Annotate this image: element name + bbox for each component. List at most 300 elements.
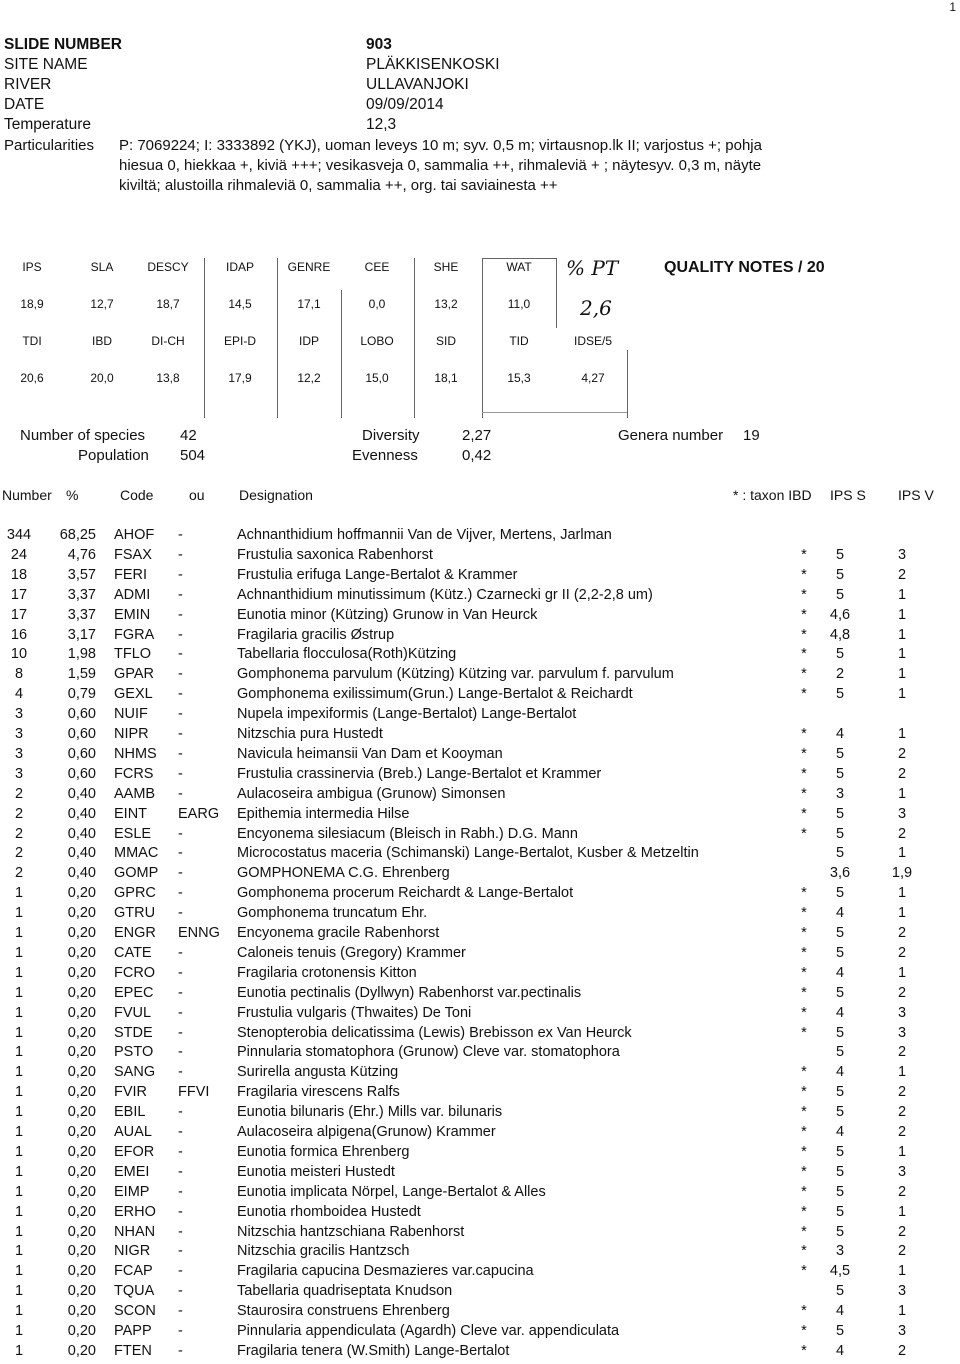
table-row	[0, 527, 960, 547]
row-count: 17	[10, 606, 28, 623]
header-value: PLÄKKISENKOSKI	[366, 56, 500, 73]
row-designation: Gomphonema procerum Reichardt & Lange-Bertalot	[237, 885, 574, 902]
header-value: ULLAVANJOKI	[366, 76, 469, 93]
table-row	[0, 567, 960, 587]
row-code: GPRC	[114, 885, 156, 902]
row-ou: -	[178, 666, 183, 683]
particularities-line: hiesua 0, hiekkaa +, kiviä +++; vesikasveja 0, sammalia ++, rihmaleviä + ; näytesyv. 0,3 m, näyte	[119, 157, 762, 174]
row-ips-v: 1	[897, 964, 907, 981]
row-ips-v: 2	[897, 1243, 907, 1260]
table-row	[0, 1104, 960, 1124]
row-designation: Gomphonema exilissimum(Grun.) Lange-Bertalot & Reichardt	[237, 686, 633, 703]
row-ips-v: 3	[897, 1163, 907, 1180]
row-taxon-flag: *	[801, 1143, 807, 1160]
row-designation: Eunotia implicata Nörpel, Lange-Bertalot & Alles	[237, 1183, 546, 1200]
row-taxon-flag: *	[801, 1104, 807, 1121]
row-ou: -	[178, 745, 183, 762]
row-designation: Nitzschia hantzschiana Rabenhorst	[237, 1223, 465, 1240]
row-ips-s: 5	[835, 1283, 845, 1300]
handwritten-pt-label: % PT	[566, 256, 619, 280]
col-ou: ou	[189, 487, 205, 503]
row-count: 1	[14, 1203, 24, 1220]
header-label: DATE	[4, 96, 45, 113]
index-name-tdi: TDI	[22, 334, 42, 348]
index-name-descy: DESCY	[147, 260, 189, 274]
row-percent: 0,20	[67, 1064, 96, 1081]
row-code: EPEC	[114, 984, 154, 1001]
quality-notes: QUALITY NOTES / 20	[664, 259, 825, 276]
row-designation: Encyonema silesiacum (Bleisch in Rabh.) D.G. Mann	[237, 825, 578, 842]
table-row	[0, 845, 960, 865]
row-count: 4	[14, 686, 24, 703]
row-designation: Frustulia vulgaris (Thwaites) De Toni	[237, 1004, 472, 1021]
row-designation: Frustulia crassinervia (Breb.) Lange-Bertalot et Krammer	[237, 765, 602, 782]
index-name-ibd: IBD	[91, 334, 112, 348]
row-code: FSAX	[114, 546, 152, 563]
table-row	[0, 726, 960, 746]
table-row	[0, 646, 960, 666]
row-code: NHAN	[114, 1223, 156, 1240]
index-value: 17,1	[297, 297, 321, 311]
row-ips-s: 5	[835, 1203, 845, 1220]
row-designation: Achnanthidium minutissimum (Kütz.) Czarnecki gr II (2,2-2,8 um)	[237, 586, 653, 603]
row-ips-v: 2	[897, 765, 907, 782]
row-ips-s: 3	[835, 785, 845, 802]
row-ou: -	[178, 606, 183, 623]
row-designation: Stenopterobia delicatissima (Lewis) Brebisson ex Van Heurck	[237, 1024, 632, 1041]
row-ips-v: 3	[897, 1024, 907, 1041]
row-percent: 3,57	[67, 566, 96, 583]
row-taxon-flag: *	[801, 1203, 807, 1220]
index-value: 18,7	[156, 297, 180, 311]
header-label: Temperature	[4, 116, 92, 133]
row-count: 17	[10, 586, 28, 603]
col-ips-s: IPS S	[830, 487, 866, 503]
row-ou: -	[178, 1263, 183, 1280]
table-row	[0, 746, 960, 766]
header-label: RIVER	[4, 76, 52, 93]
row-ou: -	[178, 1283, 183, 1300]
index-value: 12,7	[90, 297, 114, 311]
header-label: SLIDE NUMBER	[4, 36, 122, 53]
row-count: 18	[10, 566, 28, 583]
row-code: GPAR	[114, 666, 155, 683]
row-designation: Eunotia meisteri Hustedt	[237, 1163, 395, 1180]
row-count: 1	[14, 1342, 24, 1359]
row-percent: 0,20	[67, 1124, 96, 1140]
index-name-epi-d: EPI-D	[223, 334, 256, 348]
row-designation: Frustulia saxonica Rabenhorst	[237, 546, 433, 563]
row-code: TFLO	[114, 646, 152, 663]
row-designation: Achnanthidium hoffmannii Van de Vijver, Mertens, Jarlman	[237, 527, 612, 543]
row-designation: Nupela impexiformis (Lange-Bertalot) Lange-Bertalot	[237, 706, 577, 723]
row-count: 2	[14, 845, 24, 862]
row-code: TQUA	[114, 1283, 155, 1300]
index-value: 4,27	[581, 371, 605, 385]
row-ou: -	[178, 845, 183, 862]
row-ou: -	[178, 706, 183, 723]
table-row	[0, 1064, 960, 1084]
row-count: 1	[14, 1104, 24, 1121]
row-code: FCRS	[114, 765, 154, 782]
row-percent: 0,79	[67, 686, 96, 703]
row-ips-s: 5	[835, 566, 845, 583]
row-ou: -	[178, 726, 183, 742]
row-designation: Surirella angusta Kützing	[237, 1064, 399, 1081]
row-ou: -	[178, 586, 183, 603]
row-ips-v: 1	[897, 646, 907, 663]
row-ips-v: 2	[897, 1223, 907, 1240]
row-count: 1	[14, 1064, 24, 1081]
row-code: EMIN	[114, 606, 151, 623]
row-count: 1	[14, 925, 24, 941]
index-name-wat: WAT	[506, 260, 532, 274]
row-ips-v: 1,9	[891, 865, 913, 882]
row-count: 1	[14, 1183, 24, 1200]
index-value: 13,2	[434, 297, 458, 311]
table-row	[0, 1243, 960, 1263]
row-ips-s: 4,6	[829, 606, 851, 623]
row-code: GEXL	[114, 686, 153, 703]
row-ips-v: 1	[897, 626, 907, 643]
row-ips-s: 5	[835, 1163, 845, 1180]
row-count: 1	[14, 984, 24, 1001]
row-ips-v: 3	[897, 1323, 907, 1339]
index-value: 15,3	[507, 371, 531, 385]
row-ou: -	[178, 1004, 183, 1021]
row-count: 1	[14, 1143, 24, 1160]
row-taxon-flag: *	[801, 1064, 807, 1081]
row-ou: -	[178, 1303, 183, 1320]
col-number: Number	[2, 487, 52, 503]
row-ips-s: 5	[835, 825, 845, 842]
row-percent: 3,37	[67, 586, 96, 603]
table-row	[0, 547, 960, 567]
row-code: SANG	[114, 1064, 156, 1081]
row-ips-s: 4,5	[829, 1263, 851, 1280]
row-ips-s: 5	[835, 1104, 845, 1121]
particularities-line: kiviltä; alustoilla rihmaleviä 0, sammalia ++, org. tai saviainesta ++	[119, 177, 558, 194]
row-ou: -	[178, 944, 183, 961]
row-code: STDE	[114, 1024, 153, 1041]
col-designation: Designation	[239, 487, 313, 503]
table-row	[0, 1044, 960, 1064]
row-count: 344	[6, 527, 32, 543]
row-taxon-flag: *	[801, 1243, 807, 1260]
row-ips-s: 4	[835, 1342, 845, 1359]
table-row	[0, 885, 960, 905]
row-ips-s: 4	[835, 1124, 845, 1140]
row-taxon-flag: *	[801, 666, 807, 683]
row-ou: -	[178, 825, 183, 842]
population-value: 504	[180, 447, 206, 464]
row-designation: Fragilaria virescens Ralfs	[237, 1084, 400, 1101]
row-taxon-flag: *	[801, 726, 807, 742]
handwritten-pt-value: 2,6	[580, 296, 612, 320]
row-taxon-flag: *	[801, 984, 807, 1001]
row-code: GTRU	[114, 905, 156, 922]
row-ips-s: 5	[835, 1323, 845, 1339]
row-designation: Epithemia intermedia Hilse	[237, 805, 410, 822]
row-designation: Tabellaria quadriseptata Knudson	[237, 1283, 453, 1300]
table-row	[0, 806, 960, 826]
row-taxon-flag: *	[801, 1084, 807, 1101]
row-code: NIGR	[114, 1243, 151, 1260]
row-count: 1	[14, 1243, 24, 1260]
table-row	[0, 1124, 960, 1144]
row-ips-s: 5	[835, 1084, 845, 1101]
row-taxon-flag: *	[801, 1124, 807, 1140]
index-value: 18,1	[434, 371, 458, 385]
row-code: EMEI	[114, 1163, 150, 1180]
row-ou: -	[178, 566, 183, 583]
row-ips-v: 3	[897, 546, 907, 563]
row-ou: -	[178, 1044, 183, 1061]
row-taxon-flag: *	[801, 805, 807, 822]
row-percent: 0,60	[67, 765, 96, 782]
table-row	[0, 1144, 960, 1164]
row-ips-s: 4	[835, 905, 845, 922]
row-taxon-flag: *	[801, 686, 807, 703]
row-ips-s: 5	[835, 944, 845, 961]
row-designation: Fragilaria tenera (W.Smith) Lange-Bertalot	[237, 1342, 510, 1359]
row-designation: Caloneis tenuis (Gregory) Krammer	[237, 944, 466, 961]
row-count: 8	[14, 666, 24, 683]
row-ips-v: 2	[897, 566, 907, 583]
row-ou: -	[178, 1223, 183, 1240]
row-count: 1	[14, 1044, 24, 1061]
row-ips-v: 2	[897, 1104, 907, 1121]
table-row	[0, 1184, 960, 1204]
row-ou: -	[178, 1203, 183, 1220]
row-ou: -	[178, 1183, 183, 1200]
row-percent: 0,60	[67, 726, 96, 742]
row-code: EFOR	[114, 1143, 155, 1160]
row-taxon-flag: *	[801, 606, 807, 623]
row-taxon-flag: *	[801, 765, 807, 782]
row-percent: 0,20	[67, 1342, 96, 1359]
col-ips-v: IPS V	[898, 487, 934, 503]
index-name-cee: CEE	[364, 260, 390, 274]
table-row	[0, 587, 960, 607]
row-percent: 0,20	[67, 1283, 96, 1300]
row-ou: -	[178, 984, 183, 1001]
row-code: NUIF	[114, 706, 148, 723]
row-ips-v: 2	[897, 944, 907, 961]
row-taxon-flag: *	[801, 885, 807, 902]
row-ou: FFVI	[178, 1084, 210, 1101]
row-code: ENGR	[114, 925, 156, 941]
row-count: 3	[14, 726, 24, 742]
row-percent: 0,20	[67, 1203, 96, 1220]
table-row	[0, 965, 960, 985]
row-ips-v: 1	[897, 586, 907, 603]
table-row	[0, 945, 960, 965]
population-label: Population	[78, 447, 149, 464]
row-designation: Gomphonema parvulum (Kützing) Kützing var. parvulum f. parvulum	[237, 666, 674, 683]
evenness-label: Evenness	[352, 447, 418, 464]
row-designation: Fragilaria capucina Desmazieres var.capucina	[237, 1263, 534, 1280]
row-code: FVIR	[114, 1084, 148, 1101]
row-ou: -	[178, 1323, 183, 1339]
index-name-ips: IPS	[22, 260, 42, 274]
row-percent: 0,20	[67, 944, 96, 961]
row-count: 16	[10, 626, 28, 643]
row-designation: Aulacoseira ambigua (Grunow) Simonsen	[237, 785, 506, 802]
index-value: 12,2	[297, 371, 321, 385]
row-ou: -	[178, 785, 183, 802]
row-code: FCRO	[114, 964, 156, 981]
row-code: MMAC	[114, 845, 159, 862]
col-taxon-ibd: * : taxon IBD	[733, 487, 812, 503]
diversity-label: Diversity	[362, 427, 420, 444]
row-count: 1	[14, 1024, 24, 1041]
table-row	[0, 1343, 960, 1363]
row-percent: 0,20	[67, 1044, 96, 1061]
row-code: FTEN	[114, 1342, 152, 1359]
row-designation: Eunotia bilunaris (Ehr.) Mills var. bilunaris	[237, 1104, 503, 1121]
row-ips-v: 2	[897, 984, 907, 1001]
row-ou: -	[178, 527, 183, 543]
row-designation: Staurosira construens Ehrenberg	[237, 1303, 450, 1320]
row-taxon-flag: *	[801, 1223, 807, 1240]
row-ips-s: 4	[835, 1064, 845, 1081]
row-ou: -	[178, 646, 183, 663]
row-count: 1	[14, 1323, 24, 1339]
row-code: ERHO	[114, 1203, 156, 1220]
row-count: 24	[10, 546, 28, 563]
row-designation: Tabellaria flocculosa(Roth)Kützing	[237, 646, 457, 663]
row-code: EIMP	[114, 1183, 150, 1200]
row-ips-s: 4	[835, 726, 845, 742]
row-taxon-flag: *	[801, 905, 807, 922]
row-code: AHOF	[114, 527, 155, 543]
row-ips-v: 2	[897, 745, 907, 762]
row-ou: -	[178, 1124, 183, 1140]
row-count: 1	[14, 1263, 24, 1280]
row-designation: Pinnularia stomatophora (Grunow) Cleve var. stomatophora	[237, 1044, 620, 1061]
particularities-label: Particularities	[4, 137, 95, 154]
row-count: 1	[14, 1124, 24, 1140]
row-count: 2	[14, 865, 24, 882]
row-count: 1	[14, 885, 24, 902]
row-designation: Gomphonema truncatum Ehr.	[237, 905, 428, 922]
row-count: 1	[14, 1283, 24, 1300]
row-percent: 0,20	[67, 964, 96, 981]
row-percent: 68,25	[59, 527, 96, 543]
row-designation: Aulacoseira alpigena(Grunow) Krammer	[237, 1124, 496, 1140]
row-percent: 0,20	[67, 1104, 96, 1121]
index-value: 20,0	[90, 371, 114, 385]
table-row	[0, 1204, 960, 1224]
index-name-sid: SID	[435, 334, 456, 348]
row-ips-v: 2	[897, 925, 907, 941]
row-ips-v: 2	[897, 1124, 907, 1140]
row-taxon-flag: *	[801, 626, 807, 643]
row-ips-v: 1	[897, 1143, 907, 1160]
row-ou: -	[178, 546, 183, 563]
row-designation: Eunotia rhomboidea Hustedt	[237, 1203, 421, 1220]
row-taxon-flag: *	[801, 1303, 807, 1320]
row-count: 10	[10, 646, 28, 663]
row-ou: -	[178, 1064, 183, 1081]
row-ips-s: 5	[835, 586, 845, 603]
row-ips-v: 2	[897, 825, 907, 842]
row-ips-s: 5	[835, 745, 845, 762]
row-count: 1	[14, 1303, 24, 1320]
row-designation: Eunotia formica Ehrenberg	[237, 1143, 410, 1160]
row-taxon-flag: *	[801, 1183, 807, 1200]
row-ips-s: 4,8	[829, 626, 851, 643]
index-value: 17,9	[228, 371, 252, 385]
row-ou: -	[178, 1143, 183, 1160]
row-percent: 0,20	[67, 1223, 96, 1240]
row-percent: 0,20	[67, 1263, 96, 1280]
row-percent: 0,20	[67, 1084, 96, 1101]
header-value: 903	[366, 36, 392, 53]
col-code: Code	[120, 487, 154, 503]
row-taxon-flag: *	[801, 566, 807, 583]
row-ou: ENNG	[178, 925, 220, 941]
header-label: SITE NAME	[4, 56, 88, 73]
index-value: 13,8	[156, 371, 180, 385]
row-ips-v: 1	[897, 1263, 907, 1280]
index-name-genre: GENRE	[287, 260, 331, 274]
index-name-di-ch: DI-CH	[151, 334, 185, 348]
genera-label: Genera number	[618, 427, 724, 444]
row-designation: GOMPHONEMA C.G. Ehrenberg	[237, 865, 450, 882]
row-taxon-flag: *	[801, 1024, 807, 1041]
row-designation: Pinnularia appendiculata (Agardh) Cleve var. appendiculata	[237, 1323, 620, 1339]
row-taxon-flag: *	[801, 825, 807, 842]
row-designation: Fragilaria gracilis Østrup	[237, 626, 395, 643]
index-name-tid: TID	[509, 334, 529, 348]
col-pct: %	[66, 487, 79, 503]
row-ips-v: 3	[897, 1004, 907, 1021]
row-ou: -	[178, 1243, 183, 1260]
index-name-lobo: LOBO	[360, 334, 394, 348]
row-code: EBIL	[114, 1104, 146, 1121]
row-count: 1	[14, 964, 24, 981]
row-ou: -	[178, 626, 183, 643]
row-designation: Encyonema gracile Rabenhorst	[237, 925, 440, 941]
row-ips-v: 1	[897, 1203, 907, 1220]
row-code: FERI	[114, 566, 148, 583]
row-taxon-flag: *	[801, 785, 807, 802]
row-ips-v: 2	[897, 1044, 907, 1061]
index-value: 14,5	[228, 297, 252, 311]
row-percent: 3,17	[67, 626, 96, 643]
row-designation: Nitzschia gracilis Hantzsch	[237, 1243, 410, 1260]
row-ips-v: 1	[897, 1064, 907, 1081]
row-ips-v: 1	[897, 785, 907, 802]
row-ips-v: 1	[897, 686, 907, 703]
index-value: 15,0	[365, 371, 389, 385]
index-name-sla: SLA	[90, 260, 114, 274]
row-code: ESLE	[114, 825, 152, 842]
row-ips-s: 5	[835, 1183, 845, 1200]
table-row	[0, 686, 960, 706]
row-count: 2	[14, 785, 24, 802]
evenness-value: 0,42	[462, 447, 492, 464]
row-ou: -	[178, 964, 183, 981]
table-row	[0, 1084, 960, 1104]
row-taxon-flag: *	[801, 745, 807, 762]
table-row	[0, 786, 960, 806]
row-percent: 0,20	[67, 1183, 96, 1200]
row-code: EINT	[114, 805, 148, 822]
row-taxon-flag: *	[801, 964, 807, 981]
